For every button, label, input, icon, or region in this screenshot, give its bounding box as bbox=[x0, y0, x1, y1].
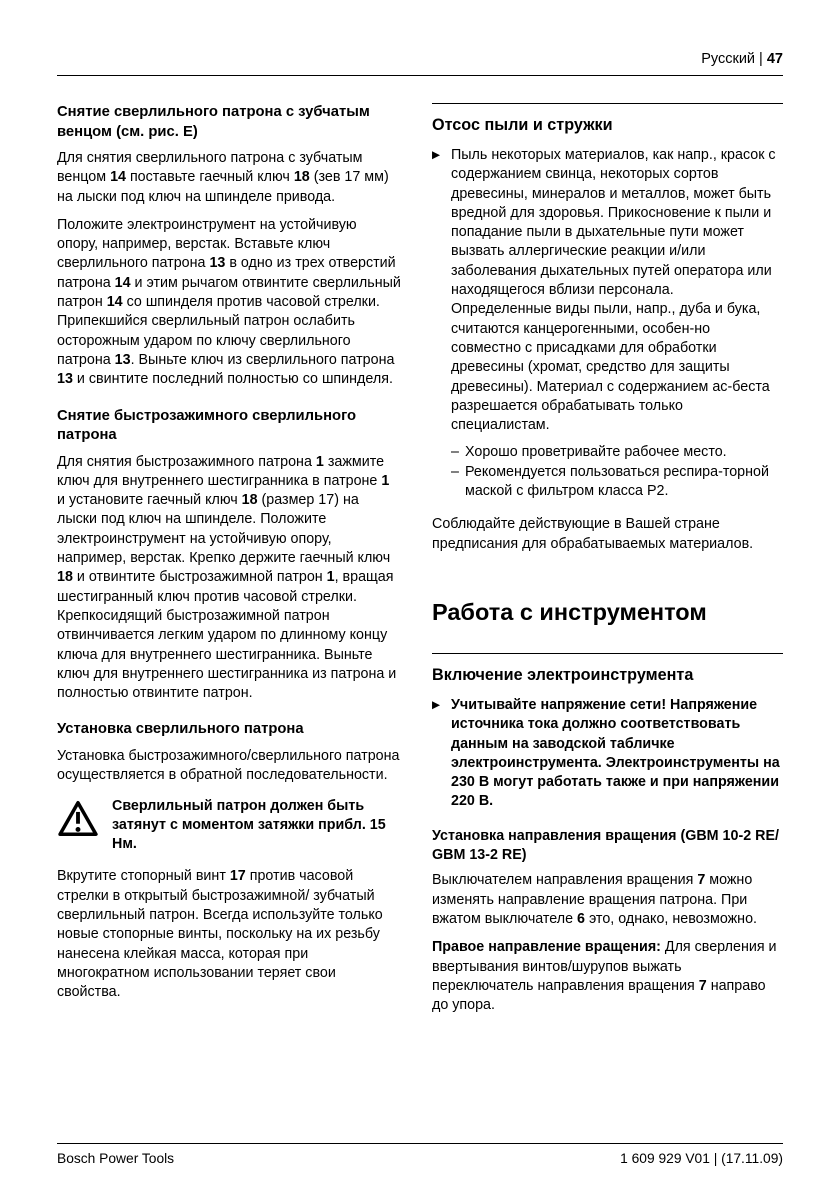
paragraph: Установка быстрозажимного/сверлильного патрона осуществляется в обратной последовательности. bbox=[57, 747, 400, 784]
paragraph: Учитывайте напряжение сети! Напряжение источника тока должно соответствовать данным на заводской табличке электроинструмента. Электроинструменты на 230 В могут работать также и при напряжении 220 В. bbox=[451, 696, 780, 810]
dust-extraction-section bbox=[432, 103, 783, 554]
list-item bbox=[451, 443, 783, 462]
list-item-text: Хорошо проветривайте рабочее место. bbox=[465, 444, 727, 461]
chapter-heading-operation: Работа с инструментом bbox=[432, 598, 707, 625]
warning-block bbox=[57, 797, 401, 855]
page-header bbox=[57, 50, 783, 76]
heading-install-chuck: Установка сверлильного патрона bbox=[57, 721, 304, 738]
voltage-warning-bullet bbox=[432, 696, 783, 812]
paragraph: Для снятия сверлильного патрона с зубчатым венцом 14 поставьте гаечный ключ 18 (зев 17 мм) на лыски под ключ на шпинделе привода. bbox=[57, 150, 389, 205]
bullet-arrow-icon: ▶ bbox=[432, 698, 441, 711]
paragraph: Соблюдайте действующие в Вашей стране предписания для обрабатываемых материалов. bbox=[432, 516, 754, 552]
list-item bbox=[451, 463, 783, 502]
paragraph: Определенные виды пыли, напр., дуба и бука, считаются канцерогенными, особен-но совместно с присадками для обработки древесины (хромат, средство для защиты древесины). Материал с содержанием ас-беста разрешается обрабатывать только специалистам. bbox=[451, 301, 770, 434]
paragraph: Вкрутите стопорный винт 17 против часовой стрелки в открытый быстрозажимной/ зубчатый сверлильный патрон. Всегда используйте только новые стопорные винты, поскольку на их резьбу нанесена клейкая масса, которая при многократном использовании теряет свои свойства. bbox=[57, 868, 383, 1001]
heading-switch-on: Включение электроинструмента bbox=[432, 665, 694, 684]
footer-brand: Bosch Power Tools bbox=[57, 1151, 175, 1166]
header-page-number: 47 bbox=[766, 51, 783, 67]
dust-safety-bullet bbox=[432, 146, 783, 435]
bullet-arrow-icon: ▶ bbox=[432, 149, 441, 161]
paragraph: Выключателем направления вращения 7 можно изменять направление вращения патрона. При вжатом выключателе 6 это, однако, невозможно. bbox=[432, 872, 757, 927]
header-separator: | bbox=[755, 51, 767, 67]
heading-remove-keyed-chuck: Снятие сверлильного патрона с зубчатым венцом (см. рис. E) bbox=[57, 104, 370, 140]
header-rule bbox=[57, 75, 783, 76]
heading-rotation-direction: Установка направления вращения (GBM 10-2 RE/ GBM 13-2 RE) bbox=[432, 827, 779, 864]
footer-document-number: 1 609 929 V01 | (17.11.09) bbox=[620, 1151, 783, 1166]
dust-tips-list bbox=[432, 443, 783, 501]
warning-triangle-icon bbox=[57, 797, 101, 843]
heading-dust-extraction: Отсос пыли и стружки bbox=[432, 116, 613, 134]
left-column bbox=[57, 103, 401, 1024]
heading-remove-keyless-chuck: Снятие быстрозажимного сверлильного патрона bbox=[57, 407, 357, 444]
header-language: Русский bbox=[701, 51, 756, 67]
paragraph: Пыль некоторых материалов, как напр., красок с содержанием свинца, некоторых сортов древесины, минералов и металлов, может быть вредной для здоровья. Прикосновение к пыли и попадание пыли в дыхательные пути может вызвать аллергические реакции и/или заболевания дыхательных путей оператора или находящегося вблизи персонала. bbox=[451, 147, 776, 299]
content-columns bbox=[57, 103, 783, 1024]
list-item-text: Рекомендуется пользоваться респира-торной маской с фильтром класса P2. bbox=[465, 463, 769, 500]
warning-text: Сверлильный патрон должен быть затянут с моментом затяжки прибл. 15 Нм. bbox=[112, 797, 386, 853]
dash-icon: – bbox=[451, 463, 459, 480]
bullet-text bbox=[451, 146, 783, 435]
bullet-text bbox=[451, 696, 783, 812]
paragraph: Правое направление вращения: Для сверления и ввертывания винтов/шурупов выжать переключатель направления вращения 7 направо до упора. bbox=[432, 939, 777, 1014]
dash-icon: – bbox=[451, 444, 459, 461]
page-footer bbox=[57, 1143, 783, 1167]
right-column bbox=[432, 103, 783, 1024]
paragraph: Положите электроинструмент на устойчивую опору, например, верстак. Вставьте ключ сверлильного патрона 13 в одно из трех отверстий патрона 14 и этим рычагом отвинтите сверлильный патрон 14 со шпинделя против часовой стрелки. Припекшийся сверлильный патрон ослабить осторожным ударом по ключу сверлильного патрона 13. Выньте ключ из сверлильного патрона 13 и свинтите последний полностью со шпинделя. bbox=[57, 216, 401, 388]
switch-on-section bbox=[432, 653, 783, 1015]
paragraph: Для снятия быстрозажимного патрона 1 зажмите ключ для внутреннего шестигранника в патроне 1 и установите гаечный ключ 18 (размер 17) на лыски под ключ на шпинделе. Положите электроинструмент на устойчивую опору, например, верстак. Крепко держите гаечный ключ 18 и отвинтите быстрозажимной патрон 1, вращая шестигранный ключ против часовой стрелки. Крепкосидящий быстрозажимной патрон отвинчивается легким ударом по длинному концу ключа для внутреннего шестигранника. Выньте ключ для внутреннего шестигранника из патрона и полностью отвинтите патрон. bbox=[57, 453, 397, 702]
header-text bbox=[57, 50, 783, 68]
